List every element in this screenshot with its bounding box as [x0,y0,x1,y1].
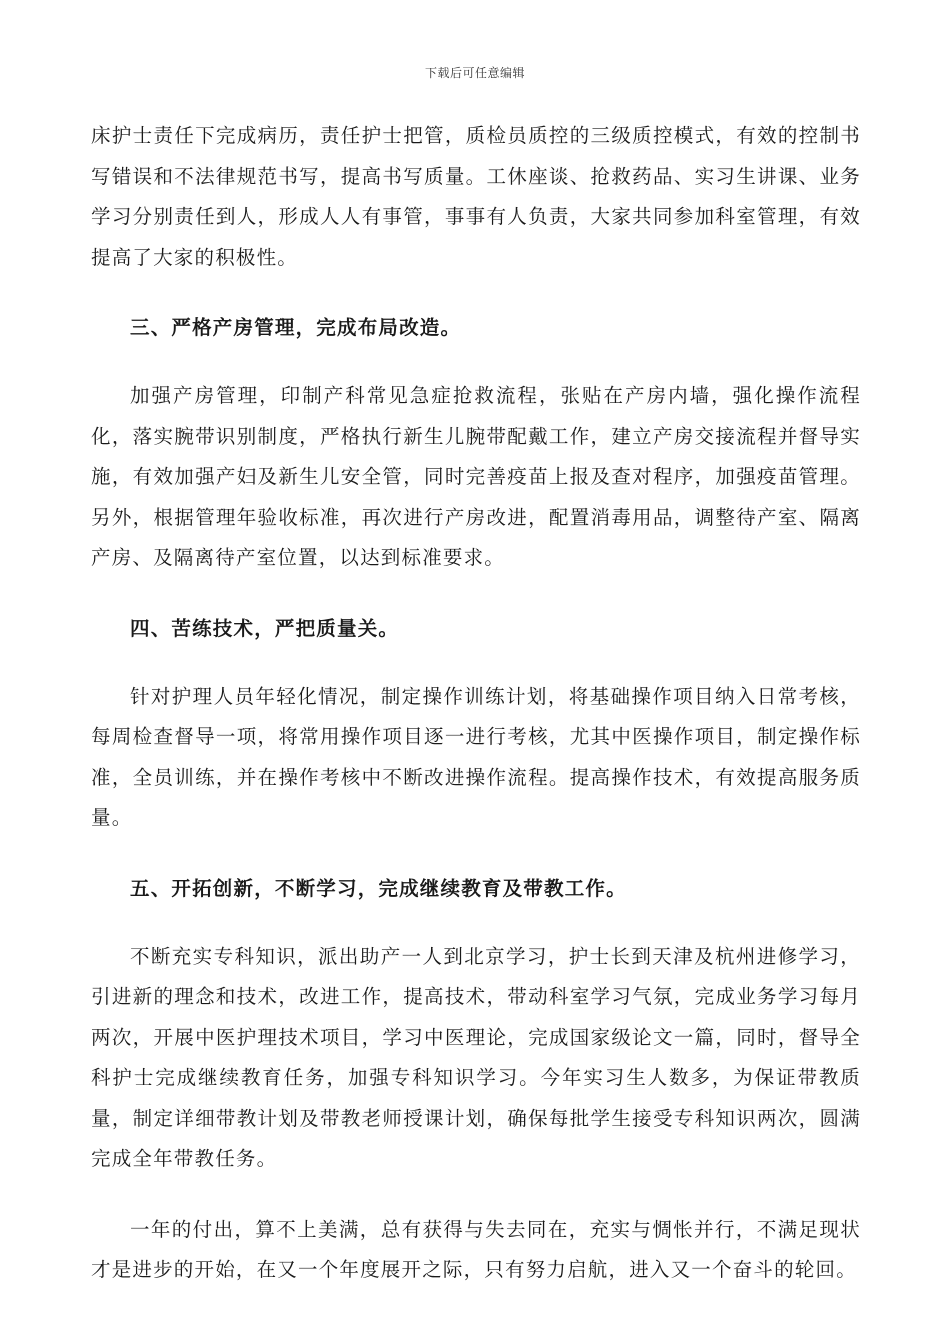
section-heading-3: 三、严格产房管理，完成布局改造。 [130,316,462,339]
paragraph-conclusion: 一年的付出，算不上美满，总有获得与失去同在，充实与惆怅并行，不满足现状才是进步的开始，在又一个年度展开之际，只有努力启航，进入又一个奋斗的轮回。 [91,1217,861,1281]
paragraph-section-3: 加强产房管理，印制产科常见急症抢救流程，张贴在产房内墙，强化操作流程化，落实腕带识别制度，严格执行新生儿腕带配戴工作，建立产房交接流程并督导实施，有效加强产妇及新生儿安全管，同时完善疫苗上报及查对程序，加强疫苗管理。另外，根据管理年验收标准，再次进行产房改进，配置消毒用品，调整待产室、隔离产房、及隔离待产室位置，以达到标准要求。 [91,384,861,569]
paragraph-continuation: 床护士责任下完成病历，责任护士把管，质检员质控的三级质控模式，有效的控制书写错误和不法律规范书写，提高书写质量。工休座谈、抢救药品、实习生讲课、业务学习分别责任到人，形成人人有事管，事事有人负责，大家共同参加科室管理，有效提高了大家的积极性。 [91,124,861,269]
section-heading-5: 五、开拓创新，不断学习，完成继续教育及带教工作。 [130,876,627,900]
page-header: 下载后可任意编辑 [424,66,525,80]
section-heading-4: 四、苦练技术，严把质量关。 [130,616,400,640]
document-body [91,116,861,1291]
paragraph-section-4: 针对护理人员年轻化情况，制定操作训练计划，将基础操作项目纳入日常考核，每周检查督导一项，将常用操作项目逐一进行考核，尤其中医操作项目，制定操作标准，全员训练，并在操作考核中不断改进操作流程。提高操作技术，有效提高服务质量。 [91,684,861,829]
paragraph-section-5: 不断充实专科知识，派出助产一人到北京学习，护士长到天津及杭州进修学习，引进新的理念和技术，改进工作，提高技术，带动科室学习气氛，完成业务学习每月两次，开展中医护理技术项目，学习中医理论，完成国家级论文一篇，同时，督导全科护士完成继续教育任务，加强专科知识学习。今年实习生人数多，为保证带教质量，制定详细带教计划及带教老师授课计划，确保每批学生接受专科知识两次，圆满完成全年带教任务。 [91,944,861,1170]
